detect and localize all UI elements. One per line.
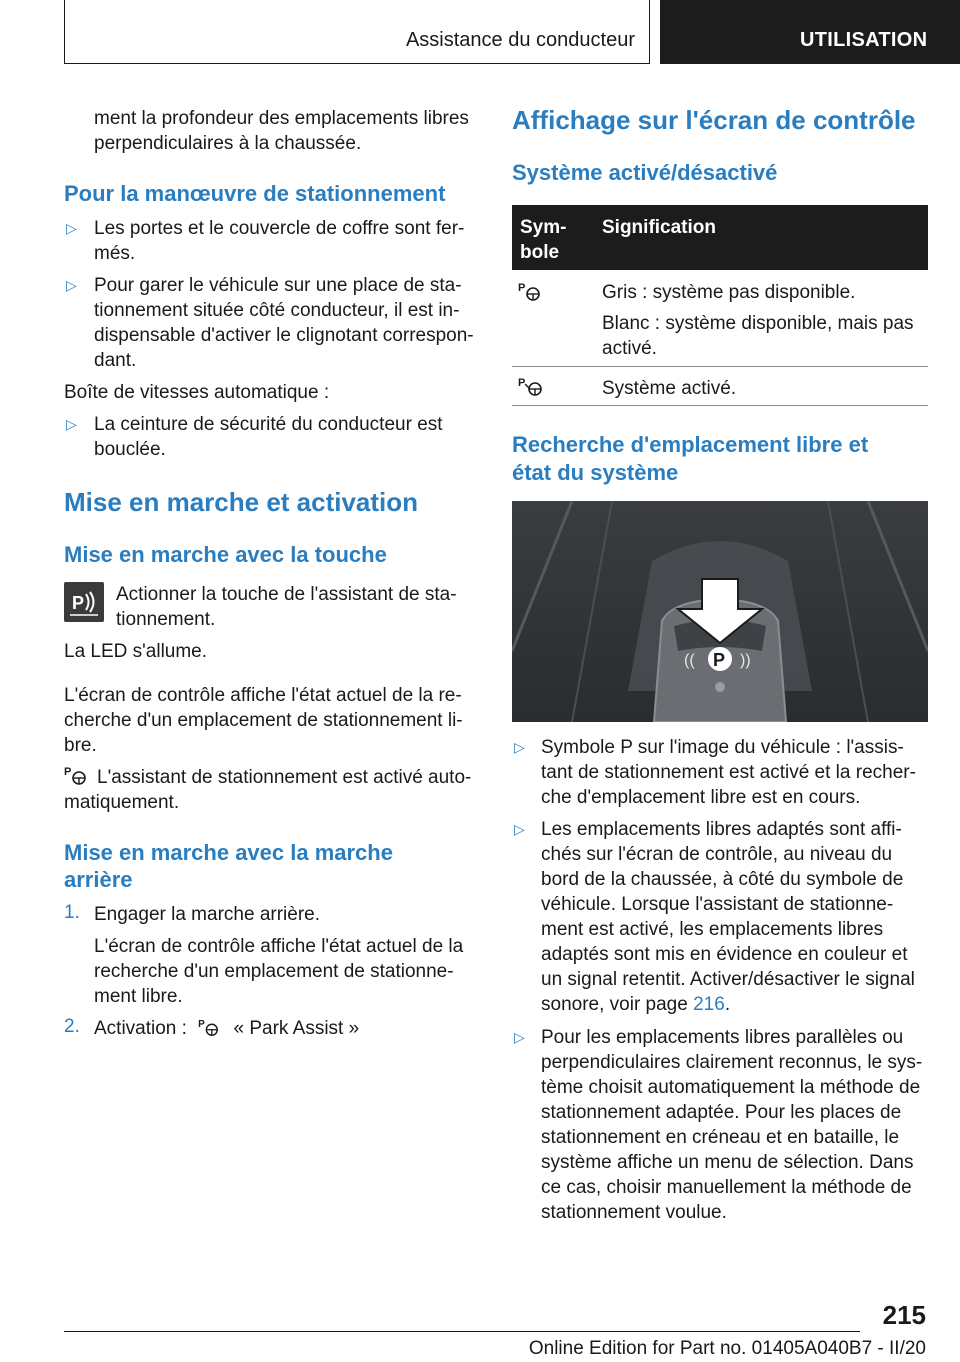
heading-arriere: arrière [64, 867, 133, 892]
touche-text: Actionner la touche de l'assistant de sta- [116, 584, 457, 605]
bullet-text: Pour garer le véhicule sur une place de sta- [94, 275, 462, 296]
park-assist-symbol-icon [518, 280, 544, 307]
bullet-icon: ▷ [66, 277, 77, 293]
bullet-text: che d'emplacement libre est en cours. [541, 787, 861, 808]
auto-gearbox-label: Boîte de vitesses automatique : [64, 382, 330, 403]
bullet-text: stationnement voulue. [541, 1202, 727, 1223]
bullet-text: un signal retentit. Activer/désactiver le signal [541, 969, 915, 990]
bullet-icon: ▷ [66, 416, 77, 432]
bullet-icon: ▷ [514, 739, 525, 755]
svg-text:)): )) [740, 652, 751, 669]
header-chapter-title: UTILISATION [800, 29, 928, 51]
table-cell: Gris : système pas disponible. [602, 282, 856, 303]
svg-text:P: P [72, 593, 85, 613]
ecran-text: cherche d'un emplacement de stationnement li- [64, 710, 463, 731]
parking-display-image [512, 501, 928, 722]
heading-recherche: état du système [512, 460, 679, 485]
bullet-text: ment est activé, les emplacements libres [541, 919, 884, 940]
paragraph-continued-line-1: ment la profondeur des emplacements libres [94, 108, 469, 129]
park-assist-symbol-icon [64, 764, 90, 791]
bullet-text: dant. [94, 350, 137, 371]
bullet-text [541, 992, 730, 1017]
table-divider [512, 405, 928, 406]
park-assist-menu-label: « Park Assist » [233, 1018, 360, 1039]
list-number: 2. [64, 1016, 80, 1037]
bullet-text-part: sonore, voir page [541, 994, 688, 1015]
led-text: La LED s'allume. [64, 641, 208, 662]
step-text: recherche d'un emplacement de stationne- [94, 961, 454, 982]
heading-systeme: Système activé/désactivé [512, 160, 778, 185]
bullet-text: Les emplacements libres adaptés sont affi- [541, 819, 902, 840]
bullet-text: ce cas, choisir manuellement la méthode de [541, 1177, 912, 1198]
bullet-text: système affiche un menu de sélection. Dans [541, 1152, 914, 1173]
auto-activated-text: matiquement. [64, 792, 180, 813]
svg-text:((: (( [684, 652, 695, 669]
paragraph-continued-line-2: perpendiculaires à la chaussée. [94, 133, 362, 154]
bullet-text: més. [94, 243, 136, 264]
heading-arriere: Mise en marche avec la marche [64, 840, 393, 865]
ecran-text: L'écran de contrôle affiche l'état actuel de la re- [64, 685, 462, 706]
svg-text:P: P [64, 766, 72, 778]
ecran-text: bre. [64, 735, 97, 756]
step-text: L'écran de contrôle affiche l'état actuel de la [94, 936, 464, 957]
bullet-text: Symbole P sur l'image du véhicule : l'assis- [541, 737, 904, 758]
bullet-icon: ▷ [514, 1029, 525, 1045]
svg-text:P: P [518, 282, 526, 294]
table-cell: Blanc : système disponible, mais pas [602, 313, 914, 334]
svg-text:P: P [518, 377, 526, 389]
page-number: 215 [882, 1300, 926, 1330]
svg-text:P: P [198, 1019, 206, 1030]
footer-divider [64, 1331, 860, 1332]
list-number: 1. [64, 902, 80, 923]
bullet-icon: ▷ [514, 821, 525, 837]
table-cell: Système activé. [602, 378, 737, 399]
footer-edition: Online Edition for Part no. 01405A040B7 - II/20 [528, 1338, 926, 1359]
table-col-symbol [520, 215, 566, 265]
table-header [512, 205, 928, 270]
heading-touche: Mise en marche avec la touche [64, 542, 387, 567]
page-link-216[interactable]: 216 [693, 994, 725, 1015]
bullet-text: chés sur l'écran de contrôle, au niveau du [541, 844, 893, 865]
park-assist-button-icon [64, 582, 104, 622]
header-chapter-tab [660, 0, 960, 64]
step-text: ment libre. [94, 986, 183, 1007]
heading-recherche: Recherche d'emplacement libre et [512, 432, 869, 457]
header-section-title: Assistance du conducteur [405, 29, 635, 51]
park-assist-active-icon [518, 375, 546, 402]
bullet-text: Pour les emplacements libres parallèles ou [541, 1027, 904, 1048]
heading-mise-en-marche: Mise en marche et activation [64, 487, 419, 517]
heading-manoeuvre: Pour la manœuvre de stationnement [64, 181, 446, 206]
park-assist-symbol-icon [198, 1017, 222, 1037]
bullet-text: stationnement adaptée. Pour les places de [541, 1102, 902, 1123]
table-col-symbol-line: bole [520, 242, 560, 263]
bullet-text: perpendiculaires clairement reconnus, le sys- [541, 1052, 923, 1073]
bullet-text: bord de la chaussée, à côté du symbole de [541, 869, 904, 890]
bullet-text-part: . [724, 994, 731, 1015]
bullet-text: tionnement située côté conducteur, il est in- [94, 300, 460, 321]
bullet-text: bouclée. [94, 439, 166, 460]
header-section-box [64, 0, 650, 64]
table-col-meaning: Signification [602, 217, 716, 238]
table-cell: activé. [602, 338, 657, 359]
bullet-text: Les portes et le couvercle de coffre sont fer- [94, 218, 465, 239]
bullet-text: véhicule. Lorsque l'assistant de stationne- [541, 894, 894, 915]
table-col-symbol-line: Sym- [520, 217, 567, 238]
table-divider [512, 366, 928, 367]
activation-label: Activation : [94, 1018, 187, 1039]
bullet-text: tème choisit automatiquement la méthode de [541, 1077, 921, 1098]
bullet-icon: ▷ [66, 220, 77, 236]
svg-text:P: P [713, 650, 726, 670]
auto-activated-text: L'assistant de stationnement est activé auto- [97, 767, 472, 788]
step-text [94, 1016, 359, 1041]
bullet-text: tant de stationnement est activé et la recher- [541, 762, 916, 783]
heading-affichage: Affichage sur l'écran de contrôle [512, 105, 916, 135]
step-text: Engager la marche arrière. [94, 904, 320, 925]
touche-text: tionnement. [116, 609, 216, 630]
bullet-text: adaptés sont mis en évidence en couleur et [541, 944, 908, 965]
bullet-text: dispensable d'activer le clignotant correspon- [94, 325, 474, 346]
bullet-text: La ceinture de sécurité du conducteur est [94, 414, 443, 435]
bullet-text: stationnement en créneau et en bataille, le [541, 1127, 900, 1148]
